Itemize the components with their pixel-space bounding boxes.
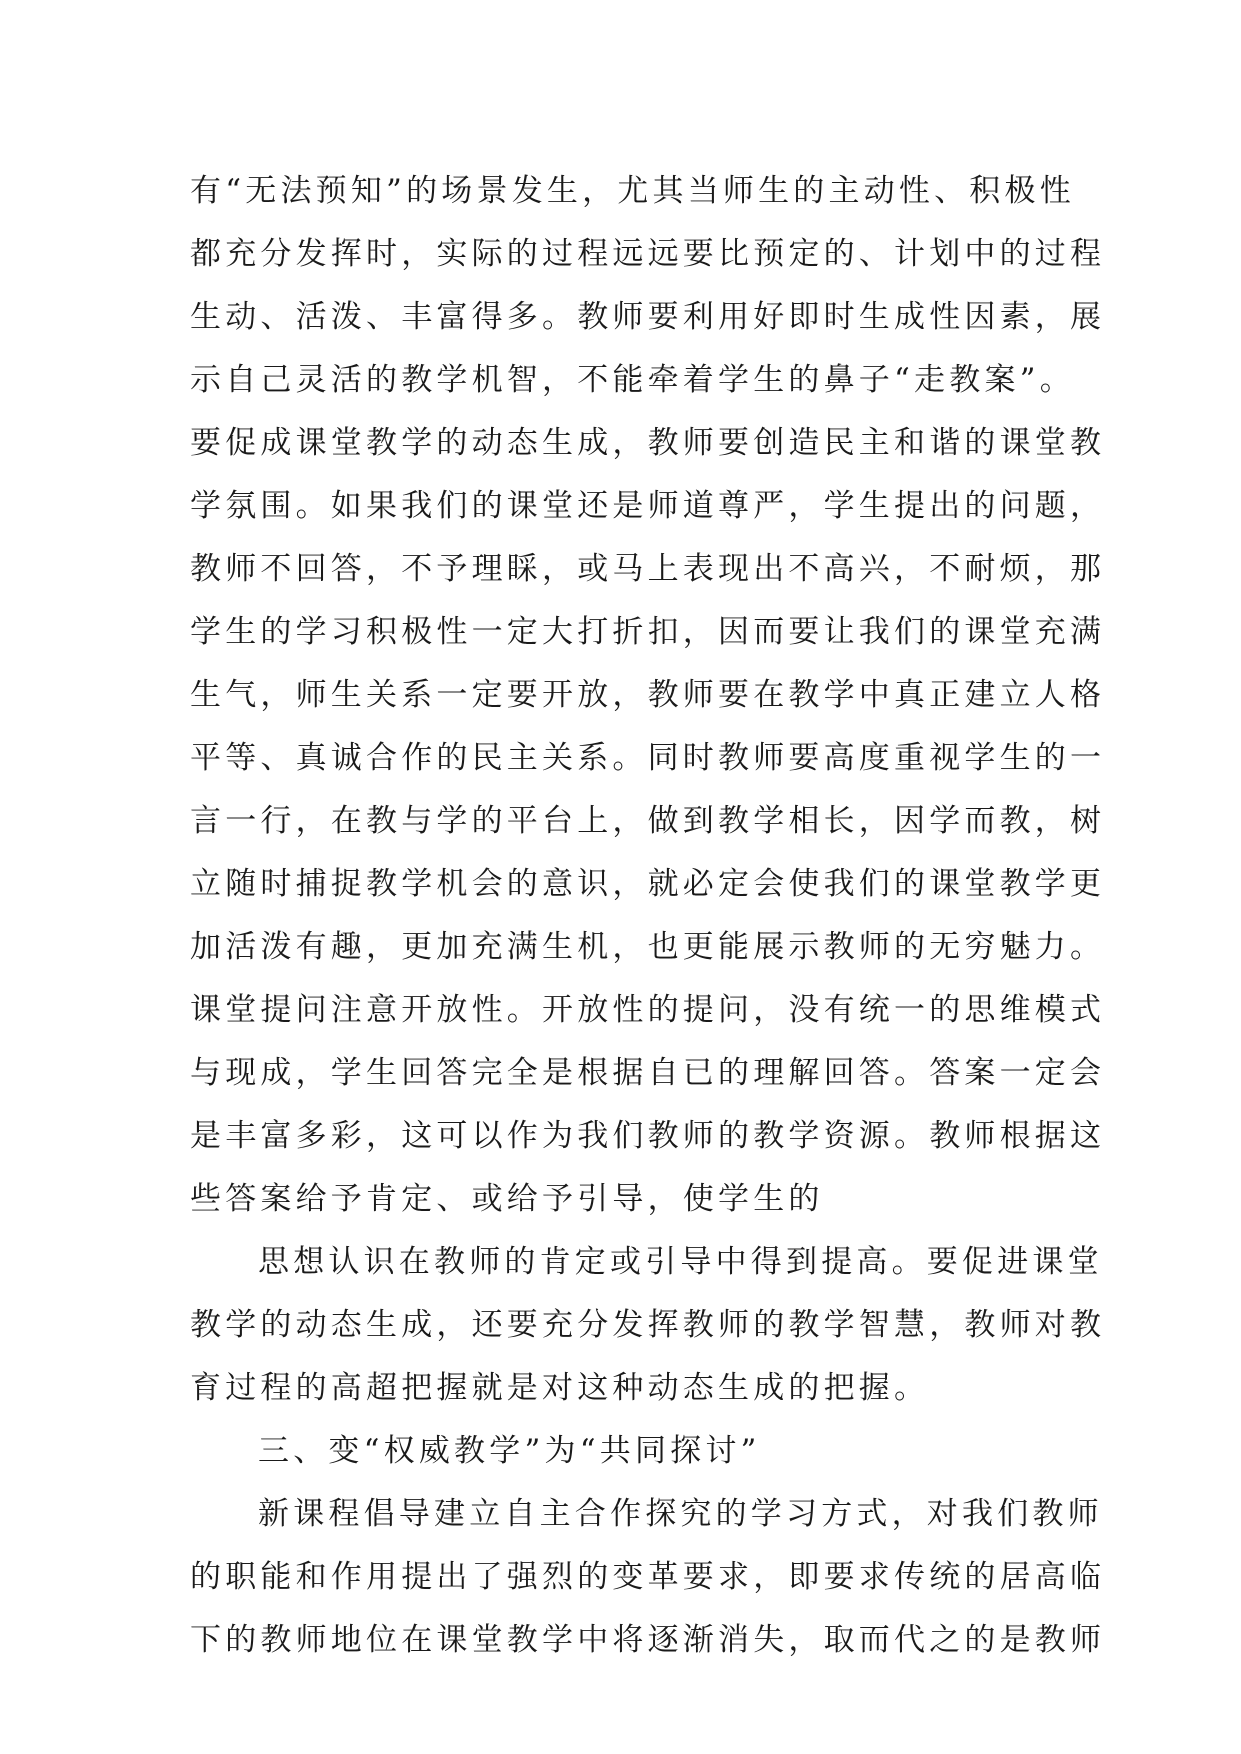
- paragraph-line: 生动、活泼、丰富得多。教师要利用好即时生成性因素，展: [190, 299, 1106, 335]
- paragraph-line: 学氛围。如果我们的课堂还是师道尊严，学生提出的问题，: [190, 488, 1106, 524]
- paragraph-line: 示自己灵活的教学机智，不能牵着学生的鼻子“走教案”。: [190, 362, 1075, 398]
- paragraph-line: 育过程的高超把握就是对这种动态生成的把握。: [190, 1370, 930, 1406]
- paragraph-line: 有“无法预知”的场景发生，尤其当师生的主动性、积极性: [190, 173, 1075, 209]
- paragraph-line: 是丰富多彩，这可以作为我们教师的教学资源。教师根据这: [190, 1118, 1106, 1154]
- paragraph-line: 学生的学习积极性一定大打折扣，因而要让我们的课堂充满: [190, 614, 1106, 650]
- paragraph-line: 教师不回答，不予理睬，或马上表现出不高兴，不耐烦，那: [190, 551, 1106, 587]
- paragraph-line: 加活泼有趣，更加充满生机，也更能展示教师的无穷魅力。: [190, 929, 1106, 965]
- paragraph-line: 言一行，在教与学的平台上，做到教学相长，因学而教，树: [190, 803, 1106, 839]
- paragraph-line: 都充分发挥时，实际的过程远远要比预定的、计划中的过程: [190, 236, 1106, 272]
- paragraph-line: 课堂提问注意开放性。开放性的提问，没有统一的思维模式: [190, 992, 1106, 1028]
- paragraph-line: 要促成课堂教学的动态生成，教师要创造民主和谐的课堂教: [190, 425, 1106, 461]
- document-body: [190, 160, 1106, 1672]
- paragraph-line: 下的教师地位在课堂教学中将逐渐消失，取而代之的是教师: [190, 1622, 1106, 1658]
- paragraph-line: 与现成，学生回答完全是根据自已的理解回答。答案一定会: [190, 1055, 1106, 1091]
- paragraph-line: 平等、真诚合作的民主关系。同时教师要高度重视学生的一: [190, 740, 1106, 776]
- paragraph-line: 的职能和作用提出了强烈的变革要求，即要求传统的居高临: [190, 1559, 1106, 1595]
- paragraph-line: 生气，师生关系一定要开放，教师要在教学中真正建立人格: [190, 677, 1106, 713]
- paragraph-line: 些答案给予肯定、或给予引导，使学生的: [190, 1181, 824, 1217]
- section-heading: 三、变“权威教学”为“共同探讨”: [258, 1433, 761, 1469]
- paragraph-line: 教学的动态生成，还要充分发挥教师的教学智慧，教师对教: [190, 1307, 1106, 1343]
- paragraph-line: 立随时捕捉教学机会的意识，就必定会使我们的课堂教学更: [190, 866, 1106, 902]
- paragraph-line: 新课程倡导建立自主合作探究的学习方式，对我们教师: [258, 1496, 1103, 1532]
- paragraph-line: 思想认识在教师的肯定或引导中得到提高。要促进课堂: [258, 1244, 1103, 1280]
